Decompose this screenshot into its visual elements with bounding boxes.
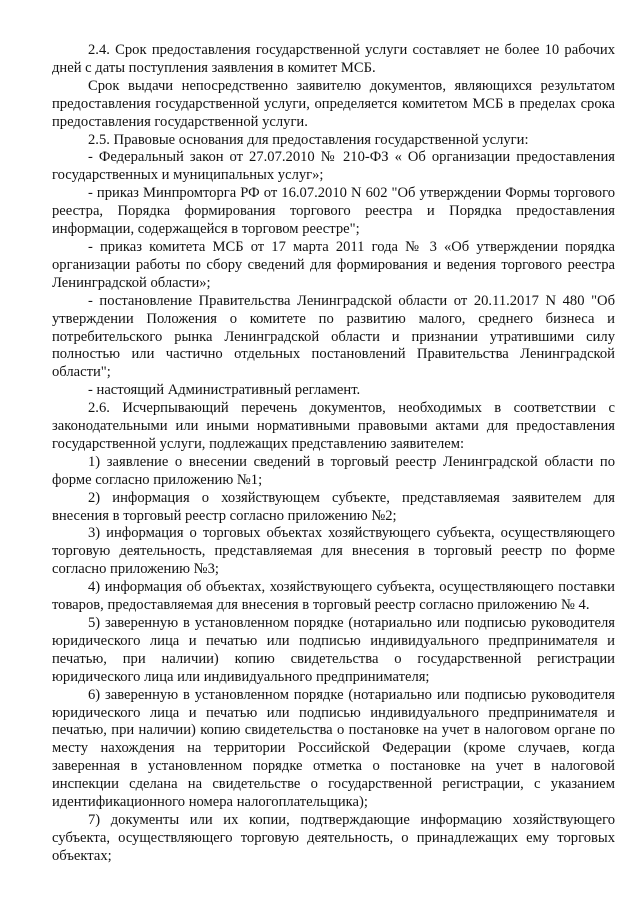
paragraph-minpromtorg-order: - приказ Минпромторга РФ от 16.07.2010 N 602 "Об утверждении Формы торгового реестра, Порядка формирования торгового реестра и Порядка предоставления информации, содержащейся в торговом реестре"; <box>52 185 615 238</box>
paragraph-government-resolution: - постановление Правительства Ленинградской области от 20.11.2017 N 480 "Об утверждении Положения о комитете по развитию малого, среднего бизнеса и потребительского рынка Ленинградской области и признании утратившими силу полностью или частично отдельных постановлений Правительства Ленинградской области"; <box>52 292 615 381</box>
paragraph-msb-order: - приказ комитета МСБ от 17 марта 2011 года № 3 «Об утверждении порядка организации работы по сбору сведений для формирования и ведения торгового реестра Ленинградской области»; <box>52 238 615 291</box>
list-item-7: 7) документы или их копии, подтверждающие информацию хозяйствующего субъекта, осуществляющего торговую деятельность, о принадлежащих ему торговых объектах; <box>52 811 615 864</box>
list-item-2: 2) информация о хозяйствующем субъекте, представляемая заявителем для внесения в торговый реестр согласно приложению №2; <box>52 489 615 524</box>
paragraph-2-4: 2.4. Срок предоставления государственной услуги составляет не более 10 рабочих дней с даты поступления заявления в комитет МСБ. <box>52 42 615 76</box>
paragraph-admin-regulation: - настоящий Административный регламент. <box>88 382 361 399</box>
list-item-5: 5) заверенную в установленном порядке (нотариально или подписью руководителя юридического лица и печатью или подписью индивидуального предпринимателя и печатью, при наличии) копию свидетельства о государственной регистрации юридического лица или индивидуального предпринимателя; <box>52 615 615 685</box>
paragraph-2-5: 2.5. Правовые основания для предоставления государственной услуги: <box>88 131 529 148</box>
paragraph-issue-term: Срок выдачи непосредственно заявителю документов, являющихся результатом предоставления государственной услуги, определяется комитетом МСБ в пределах срока предоставления государственной услуги. <box>52 77 615 130</box>
list-item-1: 1) заявление о внесении сведений в торговый реестр Ленинградской области по форме согласно приложению №1; <box>52 453 615 488</box>
list-item-6: 6) заверенную в установленном порядке (нотариально или подписью руководителя юридического лица и печатью или подписью индивидуального предпринимателя и печатью, при наличии) копию свидетельства о постановке на учет в налоговом органе по месту нахождения на территории Российской Федерации (кроме случаев, когда заверенная в установленном порядке отметка о постановке на учет в налоговой инспекции сделана на свидетельстве о государственной регистрации, с указанием идентификационного номера налогоплательщика); <box>52 686 615 811</box>
document-body <box>52 42 615 866</box>
paragraph-federal-law: - Федеральный закон от 27.07.2010 № 210-ФЗ « Об организации предоставления государственных и муниципальных услуг»; <box>52 149 615 184</box>
paragraph-2-6: 2.6. Исчерпывающий перечень документов, необходимых в соответствии с законодательными или иными нормативными правовыми актами для предоставления государственной услуги, подлежащих представлению заявителем: <box>52 400 615 452</box>
list-item-3: 3) информация о торговых объектах хозяйствующего субъекта, осуществляющего торговую деятельность, представляемая для внесения в торговый реестр по форме согласно приложению №3; <box>52 525 615 578</box>
list-item-4: 4) информация об объектах, хозяйствующего субъекта, осуществляющего поставки товаров, предоставляемая для внесения в торговый реестр согласно приложению № 4. <box>52 579 615 614</box>
